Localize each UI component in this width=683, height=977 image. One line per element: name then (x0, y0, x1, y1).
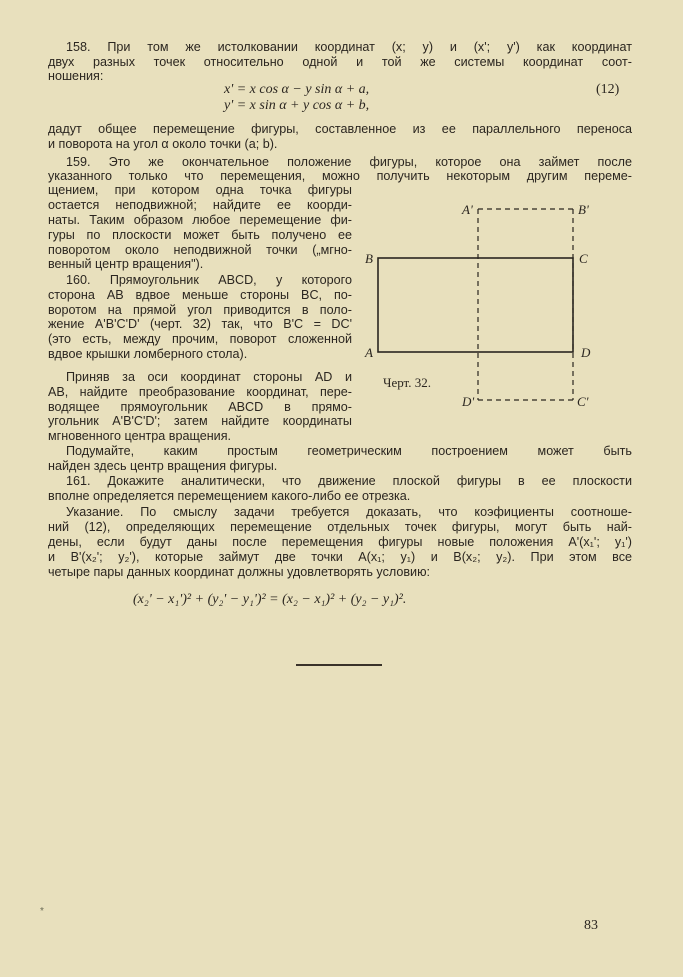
text-line: AB, найдите преобразование координат, пере- (48, 385, 352, 399)
text-line: остается неподвижной; найдите ее коорди- (48, 198, 352, 212)
formula-12-line-1: x' = x cos α − y sin α + a, (224, 82, 370, 97)
text-line: воротом на прямой угол приводится в поло- (48, 303, 352, 317)
condition-formula: (x₂' − x₁')² + (y₂' − y₁')² = (x₂ − x₁)² + (y₂ − y₁)². (133, 592, 407, 607)
formula-number: (12) (596, 82, 620, 97)
text-line: дены, если будут даны после перемещения фигуры новые положения A'(x₁'; y₁') (48, 535, 632, 549)
text-line: (это есть, между прочим, поворот сложенной (48, 332, 352, 346)
page-number: 83 (584, 918, 598, 933)
formula-12-line-2: y' = x sin α + y cos α + b, (224, 98, 370, 113)
text-line: угольник A'B'C'D'; затем найдите координаты (48, 414, 352, 428)
text-line: наты. Таким образом любое перемещение фи- (48, 213, 352, 227)
label-c-prime: C' (577, 394, 589, 409)
text-line: вдвое крышки ломберного стола). (48, 347, 248, 361)
text-line: жение A'B'C'D' (черт. 32) так, что B'C = DC' (48, 317, 352, 331)
text-line: 158. При том же истолковании координат (x; y) и (x'; y') как координат (66, 40, 632, 54)
text-line: дадут общее перемещение фигуры, составленное из ее параллельного переноса (48, 122, 632, 136)
text-line: и B'(x₂'; y₂'), которые займут две точки A(x₁; y₁) и B(x₂; y₂). При этом все (48, 550, 632, 564)
label-a: A (365, 345, 373, 360)
text-line: Указание. По смыслу задачи требуется доказать, что коэфициенты соотноше- (66, 505, 632, 519)
text-line: ний (12), определяющих перемещение отдельных точек фигуры, могут быть най- (48, 520, 632, 534)
text-line: поворотом около неподвижной точки („мгно- (48, 243, 352, 257)
label-b-prime: B' (578, 202, 589, 217)
text-line: 161. Докажите аналитически, что движение плоской фигуры в ее плоскости (66, 474, 632, 488)
text-line: найден здесь центр вращения фигуры. (48, 459, 278, 473)
text-line: гуры по плоскости может быть получено ее (48, 228, 352, 242)
text-line: мгновенного центра вращения. (48, 429, 232, 443)
text-line: венный центр вращения"). (48, 257, 204, 271)
text-line: Подумайте, каким простым геометрическим построением может быть (66, 444, 632, 458)
text-line: ношения: (48, 69, 104, 83)
print-mark: * (40, 906, 44, 917)
label-d-prime: D' (462, 394, 475, 409)
text-line: указанного только что перемещения, можно получить некоторым другим переме- (48, 169, 632, 183)
text-line: вполне определяется перемещением какого-либо ее отрезка. (48, 489, 411, 503)
label-c: C (579, 251, 588, 266)
text-line: 159. Это же окончательное положение фигуры, которое она займет после (66, 155, 632, 169)
text-line: 160. Прямоугольник ABCD, у которого (66, 273, 352, 287)
label-d: D (581, 345, 591, 360)
text-line: четыре пары данных координат должны удовлетворять условию: (48, 565, 431, 579)
label-a-prime: A' (462, 202, 473, 217)
text-line: и поворота на угол α около точки (a; b). (48, 137, 278, 151)
text-line: водящее прямоугольник ABCD в прямо- (48, 400, 352, 414)
text-line: сторона AB вдвое меньше стороны BC, по- (48, 288, 352, 302)
text-line: щением, при котором одна точка фигуры (48, 183, 352, 197)
rectangle-abcd (378, 258, 573, 352)
section-end-rule (296, 664, 382, 666)
text-line: Приняв за оси координат стороны AD и (66, 370, 352, 384)
text-line: двух разных точек относительно одной и той же системы координат соот- (48, 55, 632, 69)
figure-caption: Черт. 32. (383, 375, 432, 390)
label-b: B (365, 251, 373, 266)
